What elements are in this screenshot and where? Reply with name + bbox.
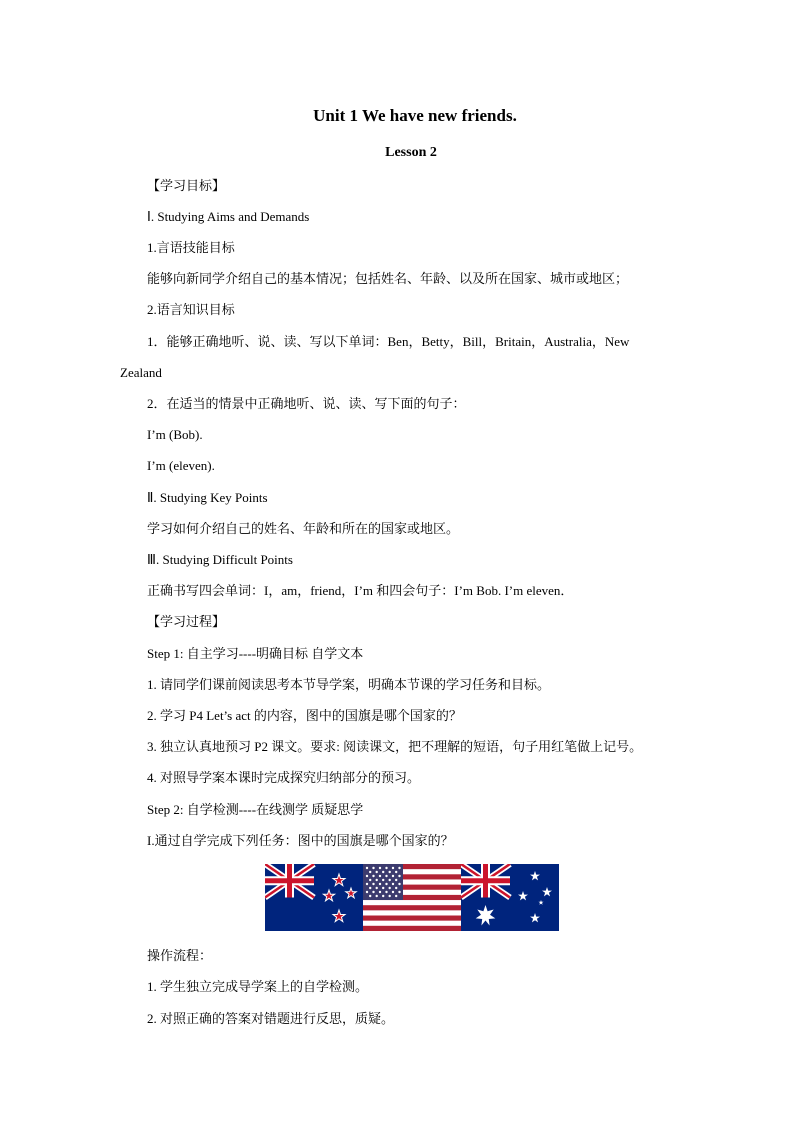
procedure-item-1: 1. 学生独立完成导学案上的自学检测。 — [147, 979, 369, 994]
procedure-heading: 操作流程： — [147, 948, 213, 963]
flags-image — [265, 864, 559, 931]
step-1-item-2: 2. 学习 P4 Let’s act 的内容，图中的国旗是哪个国家的？ — [147, 708, 462, 723]
lesson-title: Lesson 2 — [385, 145, 437, 160]
step-2-task: I.通过自学完成下列任务：图中的国旗是哪个国家的？ — [147, 833, 454, 848]
aims-heading: Ⅰ. Studying Aims and Demands — [147, 209, 310, 224]
skill-goal-text: 能够向新同学介绍自己的基本情况；包括姓名、年龄、以及所在国家、城市或地区； — [147, 271, 629, 286]
usa-flag — [363, 864, 461, 931]
section-heading-goals: 【学习目标】 — [147, 178, 226, 193]
unit-title: Unit 1 We have new friends. — [313, 106, 517, 125]
new-zealand-flag — [265, 864, 363, 931]
difficult-points-text: 正确书写四会单词：I，am，friend，I’m 和四会句子：I’m Bob. I’m eleven． — [147, 583, 574, 598]
sentence-goal-text: 2．在适当的情景中正确地听、说、读、写下面的句子： — [147, 396, 466, 411]
skill-goal-heading: 1.言语技能目标 — [147, 240, 235, 255]
vocab-goal-text: 1．能够正确地听、说、读、写以下单词：Ben，Betty，Bill，Britain，Australia，New — [147, 334, 630, 349]
key-points-text: 学习如何介绍自己的姓名、年龄和所在的国家或地区。 — [147, 521, 460, 536]
step-1-heading: Step 1: 自主学习----明确目标 自学文本 — [147, 646, 364, 661]
sentence-example-1: I’m (Bob). — [147, 427, 203, 442]
key-points-heading: Ⅱ. Studying Key Points — [147, 490, 268, 505]
difficult-points-heading: Ⅲ. Studying Difficult Points — [147, 552, 293, 567]
sentence-example-2: I’m (eleven). — [147, 458, 215, 473]
section-heading-process: 【学习过程】 — [147, 614, 226, 629]
australia-flag — [461, 864, 559, 931]
knowledge-goal-heading: 2.语言知识目标 — [147, 302, 235, 317]
step-1-item-3: 3. 独立认真地预习 P2 课文。要求: 阅读课文，把不理解的短语，句子用红笔做上记号。 — [147, 739, 643, 754]
vocab-goal-text-cont: Zealand — [120, 365, 162, 380]
step-2-heading: Step 2: 自学检测----在线测学 质疑思学 — [147, 802, 364, 817]
procedure-item-2: 2. 对照正确的答案对错题进行反思，质疑。 — [147, 1011, 395, 1026]
step-1-item-4: 4. 对照导学案本课时完成探究归纳部分的预习。 — [147, 770, 421, 785]
step-1-item-1: 1. 请同学们课前阅读思考本节导学案，明确本节课的学习任务和目标。 — [147, 677, 551, 692]
